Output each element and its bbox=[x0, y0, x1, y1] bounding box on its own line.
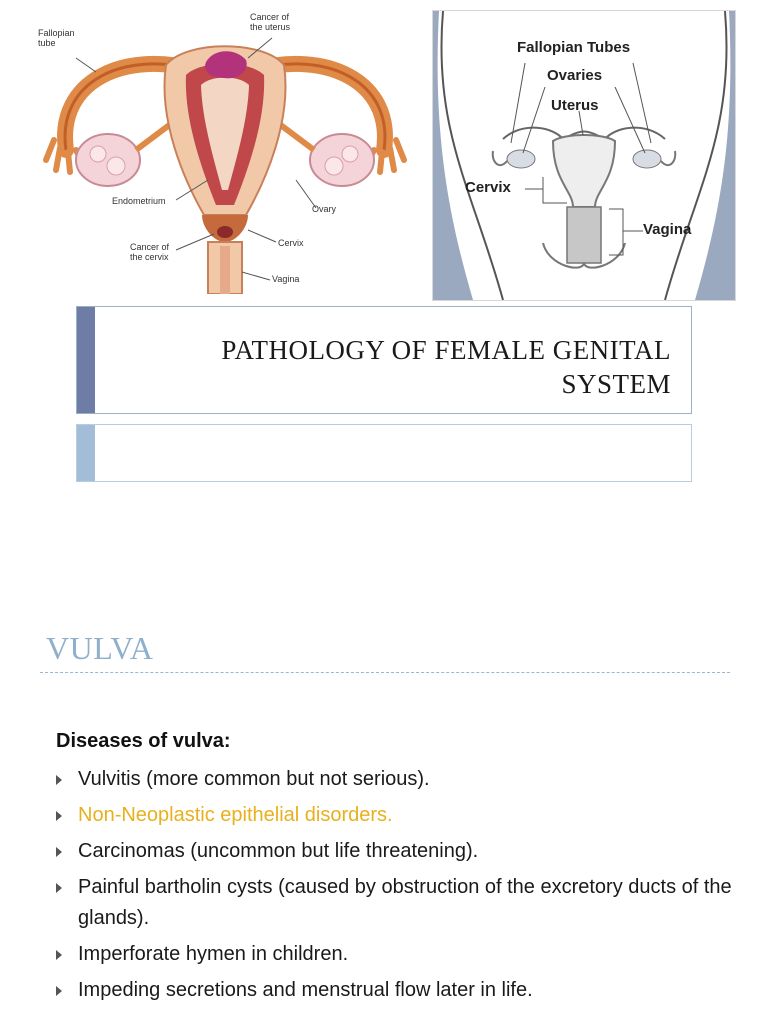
subtitle-box bbox=[76, 424, 692, 482]
list-item bbox=[54, 872, 734, 934]
label-uterus: Uterus bbox=[551, 97, 599, 114]
list-item-text: Painful bartholin cysts (caused by obstruction of the excretory ducts of the glands). bbox=[78, 876, 732, 929]
label-cancer-cervix: Cancer of the cervix bbox=[130, 242, 170, 262]
list-item bbox=[54, 800, 734, 831]
label-endometrium: Endometrium bbox=[112, 196, 166, 206]
bullet-arrow-icon bbox=[56, 811, 62, 821]
title-accent-bar bbox=[77, 307, 95, 413]
list-item-text: Non-Neoplastic epithelial disorders. bbox=[78, 804, 393, 826]
list-item bbox=[54, 836, 734, 867]
list-item bbox=[54, 939, 734, 970]
label-cervix: Cervix bbox=[278, 238, 304, 248]
list-item-text: Impeding secretions and menstrual flow later in life. bbox=[78, 979, 533, 1001]
label-vagina-right: Vagina bbox=[643, 221, 692, 238]
label-fallopian-tubes: Fallopian Tubes bbox=[517, 39, 631, 56]
bullet-arrow-icon bbox=[56, 986, 62, 996]
disease-list bbox=[54, 764, 734, 1011]
section-divider bbox=[40, 672, 730, 673]
label-cancer-uterus: Cancer of the uterus bbox=[250, 12, 291, 32]
label-ovary: Ovary bbox=[312, 204, 337, 214]
page-title: PATHOLOGY OF FEMALE GENITAL SYSTEM bbox=[221, 335, 671, 399]
label-ovaries: Ovaries bbox=[547, 67, 603, 84]
list-item bbox=[54, 975, 734, 1006]
bullet-arrow-icon bbox=[56, 883, 62, 893]
uterus-drawing bbox=[36, 10, 414, 294]
list-item bbox=[54, 764, 734, 795]
section-heading: Diseases of vulva: bbox=[56, 730, 231, 752]
section-title: VULVA bbox=[46, 630, 154, 666]
reproductive-illustration-right bbox=[432, 10, 736, 301]
list-item-text: Vulvitis (more common but not serious). bbox=[78, 768, 430, 790]
label-fallopian-tube: Fallopian tube bbox=[38, 28, 75, 48]
subtitle-accent-bar bbox=[77, 425, 95, 481]
list-item-text: Imperforate hymen in children. bbox=[78, 943, 349, 965]
label-vagina: Vagina bbox=[272, 274, 300, 284]
bullet-arrow-icon bbox=[56, 775, 62, 785]
list-item-text: Carcinomas (uncommon but life threatening). bbox=[78, 840, 479, 862]
bullet-arrow-icon bbox=[56, 847, 62, 857]
title-box bbox=[76, 306, 692, 414]
bullet-arrow-icon bbox=[56, 950, 62, 960]
label-cervix-right: Cervix bbox=[465, 179, 511, 196]
uterus-illustration-left bbox=[36, 10, 414, 294]
